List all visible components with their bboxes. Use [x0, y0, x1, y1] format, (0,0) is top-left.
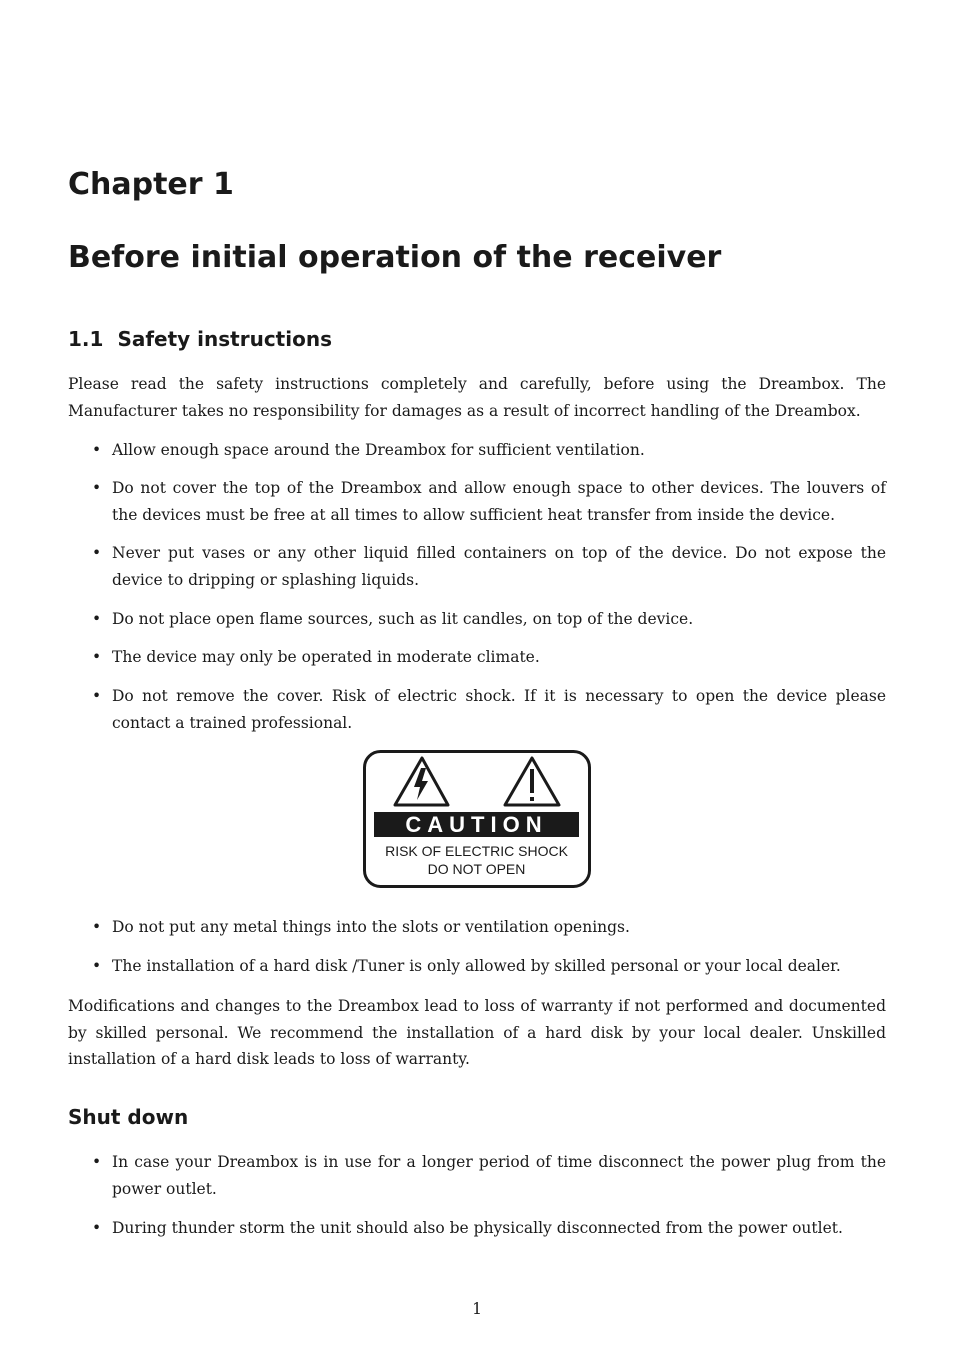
section-heading	[68, 324, 332, 354]
list-item: • Allow enough space around the Dreambox for sufficient ventilation.	[112, 437, 886, 464]
list-item: • Do not remove the cover. Risk of electric shock. If it is necessary to open the device please contact a trained professional.	[112, 683, 886, 736]
caution-sign	[363, 750, 591, 888]
section-title: Safety instructions	[117, 327, 332, 351]
list-item: • During thunder storm the unit should also be physically disconnected from the power outlet.	[112, 1215, 886, 1242]
list-item: • The installation of a hard disk /Tuner is only allowed by skilled personal or your local dealer.	[112, 953, 886, 980]
document-page	[68, 0, 886, 1350]
chapter-label: Chapter 1	[68, 167, 234, 202]
shutdown-heading: Shut down	[68, 1105, 189, 1129]
list-item: • Do not place open flame sources, such as lit candles, on top of the device.	[112, 606, 886, 633]
chapter-title: Before initial operation of the receiver	[68, 240, 722, 275]
list-item: • Never put vases or any other liquid filled containers on top of the device. Do not expose the device to dripping or splashing liquids.	[112, 540, 886, 593]
intro-paragraph: Please read the safety instructions completely and carefully, before using the Dreambox. The Manufacturer takes no responsibility for damages as a result of incorrect handling of the Dreambox.	[68, 375, 886, 420]
section-number: 1.1	[68, 327, 104, 351]
caution-line-1: RISK OF ELECTRIC SHOCK	[385, 843, 568, 859]
page-number: 1	[472, 1300, 482, 1318]
caution-line-2: DO NOT OPEN	[427, 861, 526, 877]
list-item: • In case your Dreambox is in use for a longer period of time disconnect the power plug from the power outlet.	[112, 1149, 886, 1202]
warranty-paragraph: Modifications and changes to the Dreambox lead to loss of warranty if not performed and documented by skilled personal. We recommend the installation of a hard disk by your local dealer. Unskilled installation of a hard disk leads to loss of warranty.	[68, 997, 886, 1068]
list-item: • Do not cover the top of the Dreambox and allow enough space to other devices. The louvers of the devices must be free at all times to allow sufficient heat transfer from inside the device.	[112, 475, 886, 528]
list-item: • Do not put any metal things into the slots or ventilation openings.	[112, 914, 886, 941]
list-item: • The device may only be operated in moderate climate.	[112, 644, 886, 671]
caution-banner-text: CAUTION	[405, 812, 548, 837]
